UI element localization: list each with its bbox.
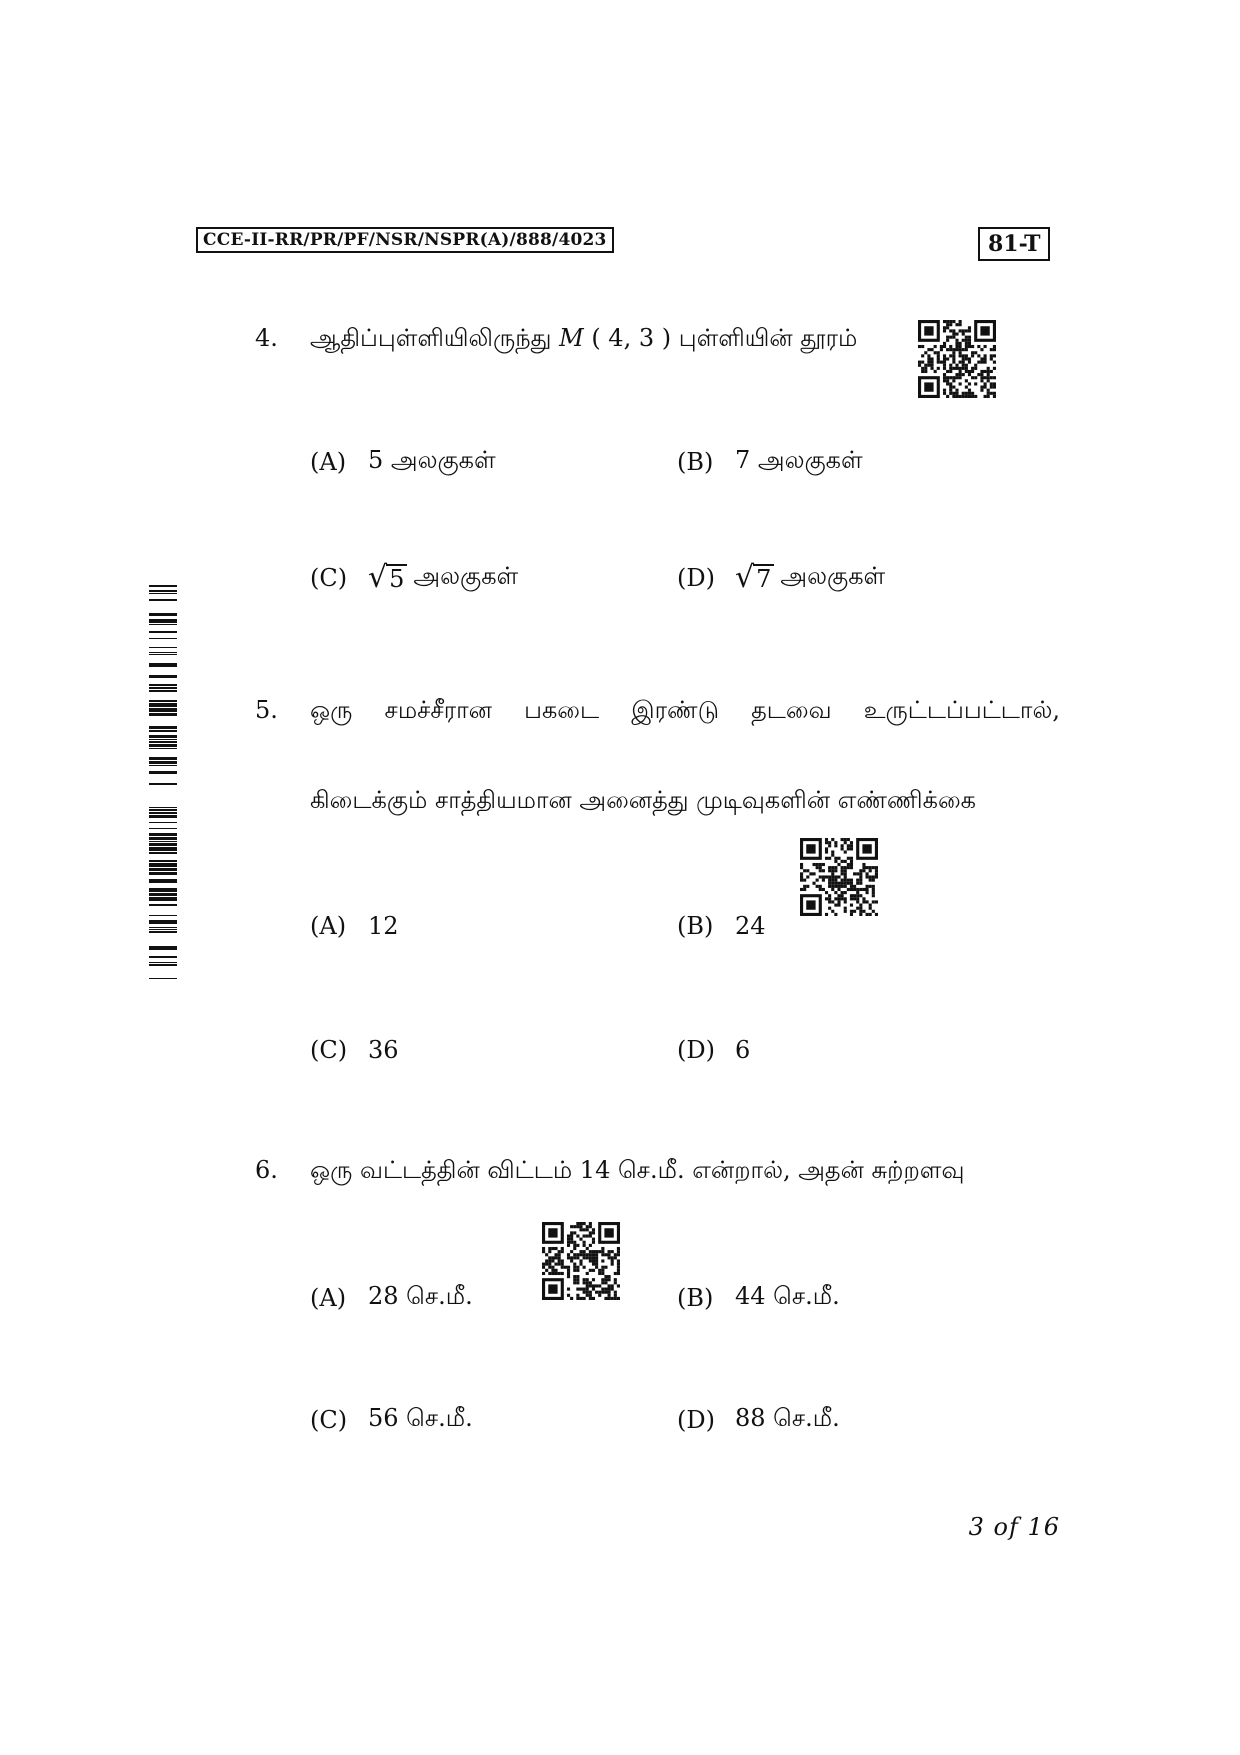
word: சமச்சீரான [384,696,492,724]
option-text: 5 அலகுகள் [368,446,496,474]
question-4-text-before: ஆதிப்புள்ளியிலிருந்து [310,324,552,352]
word: ஒரு [310,696,353,724]
option-label: (C) [310,1036,348,1064]
option-label: (D) [677,1036,715,1064]
option-text: 88 செ.மீ. [735,1404,840,1432]
square-root: √ 5 [368,564,407,592]
option-text: 44 செ.மீ. [735,1282,840,1310]
option-text: 12 [368,912,399,940]
option-label: (D) [677,1405,715,1434]
radicand: 7 [753,564,774,592]
option-label: (A) [310,912,347,940]
question-5-option-a [310,912,399,940]
question-4-number: 4. [255,324,278,352]
question-4-option-d [677,559,886,595]
option-text: 56 செ.மீ. [368,1404,473,1432]
question-5-number: 5. [255,696,278,724]
option-label: (A) [310,1283,347,1312]
question-4-coords: ( 4, 3 ) [591,324,672,352]
qr-code-icon [800,838,878,916]
word: இரண்டு [631,696,719,724]
page-number: 3 of 16 [968,1513,1060,1541]
word: உருட்டப்பட்டால், [863,696,1060,724]
option-text: 28 செ.மீ. [368,1282,473,1310]
question-6-option-b [677,1282,840,1313]
question-6-number: 6. [255,1156,278,1184]
option-text: அலகுகள் [413,562,519,590]
question-4-text [310,324,857,355]
question-4-option-c [310,559,519,595]
option-text: 6 [735,1036,751,1064]
question-6-option-c [310,1404,473,1435]
qr-code-icon [918,320,996,398]
option-label: (A) [310,447,347,476]
option-text: 24 [735,912,766,940]
question-4-text-after: புள்ளியின் தூரம் [678,324,858,352]
question-6-option-a [310,1282,473,1313]
option-label: (C) [310,563,348,592]
word: தடவை [751,696,832,724]
option-text: 36 [368,1036,399,1064]
question-5-line-2: கிடைக்கும் சாத்தியமான அனைத்து முடிவுகளின் எண்ணிக்கை [310,786,977,814]
barcode-icon [149,585,177,985]
radicand: 5 [386,564,407,592]
question-5-line-1 [310,696,1060,727]
question-6-option-d [677,1404,840,1435]
option-label: (C) [310,1405,348,1434]
question-4-point-name: M [559,324,584,352]
option-text: 7 அலகுகள் [735,446,863,474]
square-root: √ 7 [735,564,774,592]
option-label: (B) [677,912,714,940]
qr-code-icon [542,1222,620,1300]
option-label: (B) [677,1283,714,1312]
option-label: (B) [677,447,714,476]
paper-code: CCE-II-RR/PR/PF/NSR/NSPR(A)/888/4023 [196,227,614,253]
option-label: (D) [677,563,715,592]
question-4-option-b [677,446,863,477]
question-6-text: ஒரு வட்டத்தின் விட்டம் 14 செ.மீ. என்றால், அதன் சுற்றளவு [310,1156,965,1184]
question-5-option-d [677,1036,750,1064]
question-set-code: 81-T [978,227,1050,261]
word: பகடை [524,696,600,724]
question-4-option-a [310,446,496,477]
question-5-option-c [310,1036,399,1064]
question-5-option-b [677,912,766,940]
option-text: அலகுகள் [780,562,886,590]
